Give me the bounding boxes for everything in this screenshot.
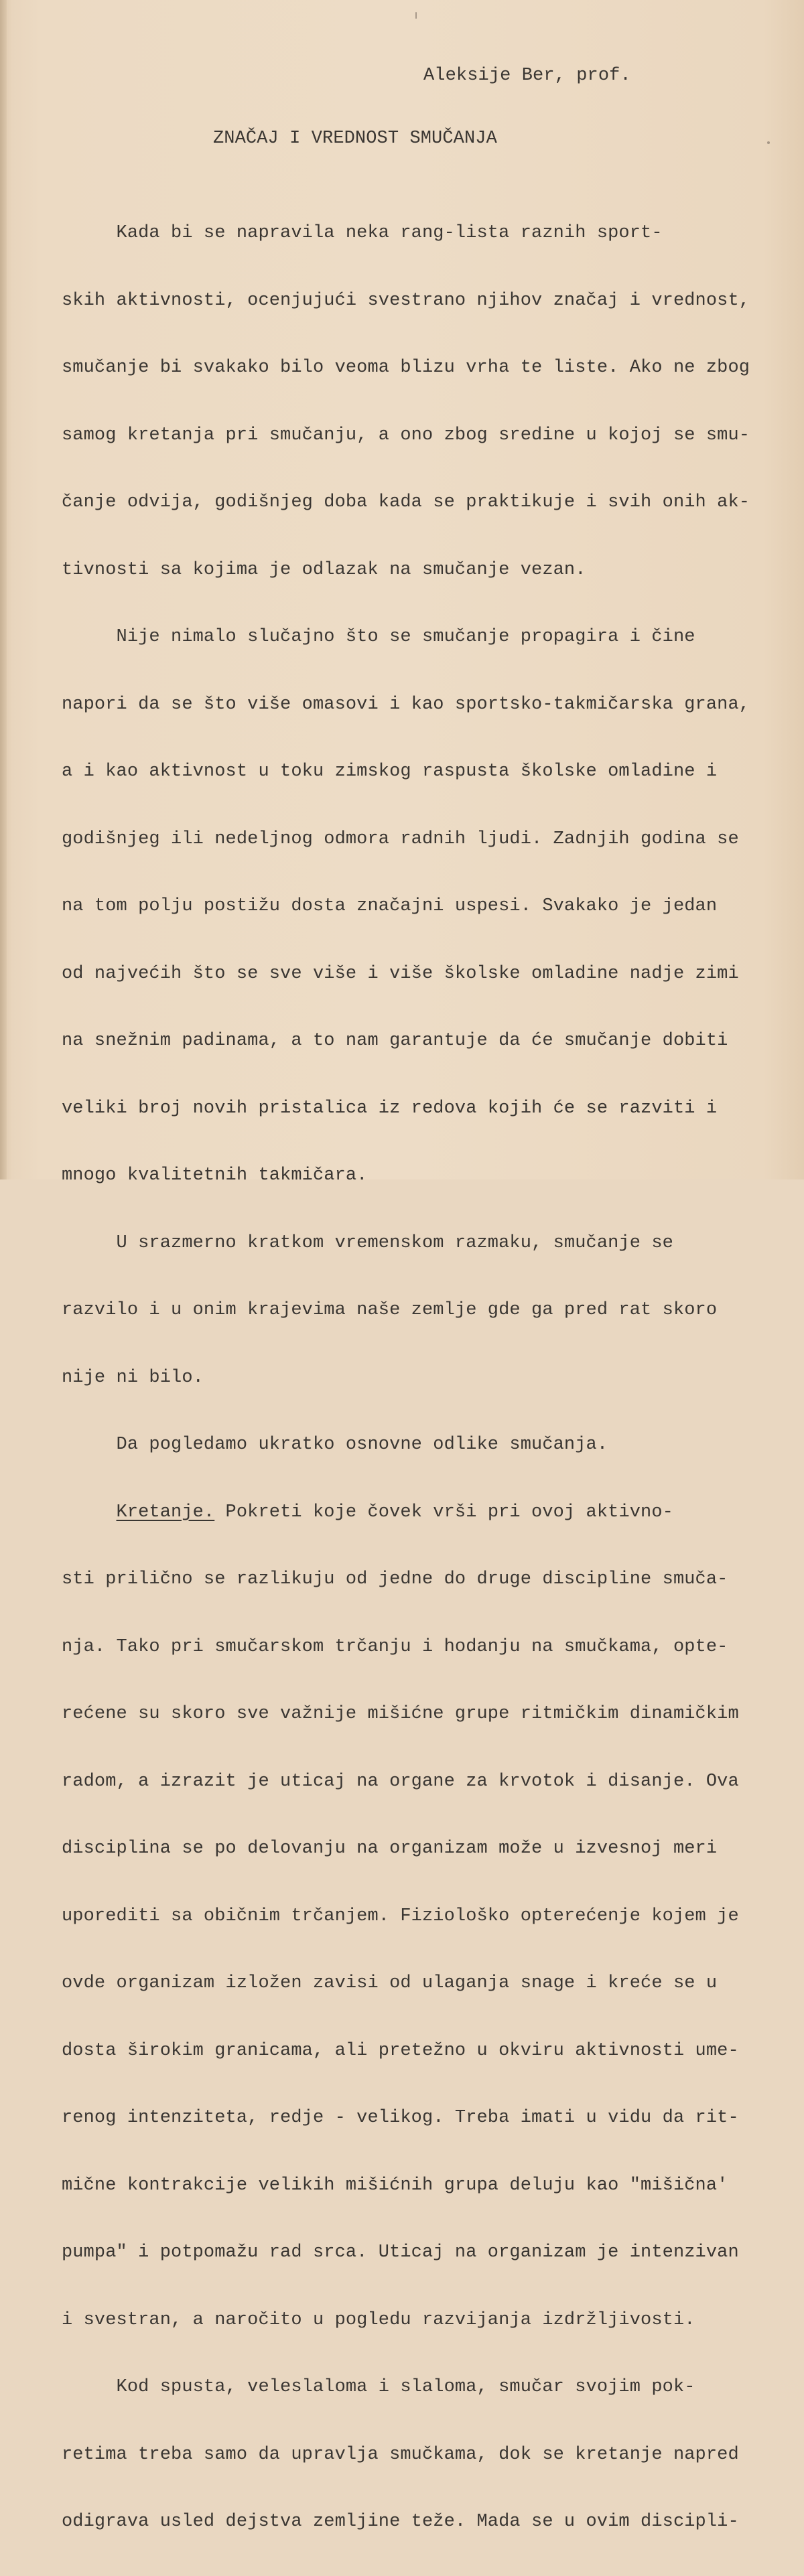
body-text bbox=[62, 180, 750, 2576]
text-line: odigrava usled dejstva zemljine teže. Mada se u ovim discipli- bbox=[62, 2512, 739, 2532]
text-line: na tom polju postižu dosta značajni uspesi. Svakako je jedan bbox=[62, 896, 718, 916]
text-line: renog intenziteta, redje - velikog. Treba imati u vidu da rit- bbox=[62, 2108, 739, 2128]
text-line: retima treba samo da upravlja smučkama, dok se kretanje napred bbox=[62, 2444, 739, 2465]
text-line: rećene su skoro sve važnije mišićne grupe ritmičkim dinamičkim bbox=[62, 1704, 739, 1724]
text-line: Da pogledamo ukratko osnovne odlike smučanja. bbox=[62, 1435, 608, 1455]
text-line: čanje odvija, godišnjeg doba kada se praktikuje i svih onih ak- bbox=[62, 492, 750, 512]
text-line: samog kretanja pri smučanju, a ono zbog sredine u kojoj se smu- bbox=[62, 425, 750, 445]
text-line: Nije nimalo slučajno što se smučanje propagira i čine bbox=[62, 627, 695, 647]
text-line: radom, a izrazit je uticaj na organe za krvotok i disanje. Ova bbox=[62, 1771, 739, 1792]
text-line: nije ni bilo. bbox=[62, 1367, 204, 1388]
text-line: veliki broj novih pristalica iz redova kojih će se razviti i bbox=[62, 1098, 718, 1119]
text-line: dosta širokim granicama, ali pretežno u okviru aktivnosti ume- bbox=[62, 2040, 739, 2061]
text-line: i svestran, a naročito u pogledu razvijanja izdržljivosti. bbox=[62, 2309, 695, 2330]
text-line: uporediti sa običnim trčanjem. Fiziološko opterećenje kojem je bbox=[62, 1906, 739, 1926]
kretanje-line bbox=[62, 1499, 750, 1526]
paper-edge-shadow bbox=[0, 0, 7, 1179]
text-line: godišnjeg ili nedeljnog odmora radnih ljudi. Zadnjih godina se bbox=[62, 829, 739, 849]
text-line: mične kontrakcije velikih mišićnih grupa deluju kao "mišična' bbox=[62, 2175, 728, 2196]
author-line: Aleksije Ber, prof. bbox=[423, 66, 631, 86]
text-line: disciplina se po delovanju na organizam može u izvesnoj meri bbox=[62, 1839, 718, 1859]
text-line: ovde organizam izložen zavisi od ulaganja snage i kreće se u bbox=[62, 1973, 718, 1993]
text-line: skih aktivnosti, ocenjujući svestrano njihov značaj i vrednost, bbox=[62, 290, 750, 311]
paper-speck bbox=[767, 141, 770, 144]
text-line: mnogo kvalitetnih takmičara. bbox=[62, 1165, 368, 1186]
text-line: tivnosti sa kojima je odlazak na smučanje vezan. bbox=[62, 559, 586, 580]
text-line: Kada bi se napravila neka rang-lista raznih sport- bbox=[62, 223, 663, 243]
kretanje-line-rest: Pokreti koje čovek vrši pri ovoj aktivno- bbox=[214, 1502, 673, 1522]
document-title: ZNAČAJ I VREDNOST SMUČANJA bbox=[213, 129, 497, 149]
text-line: razvilo i u onim krajevima naše zemlje gde ga pred rat skoro bbox=[62, 1300, 718, 1320]
paper-speck bbox=[415, 12, 417, 19]
text-line: pumpa" i potpomažu rad srca. Uticaj na organizam je intenzivan bbox=[62, 2242, 739, 2263]
text-line: a i kao aktivnost u toku zimskog raspusta školske omladine i bbox=[62, 762, 718, 782]
text-line: na snežnim padinama, a to nam garantuje da će smučanje dobiti bbox=[62, 1031, 728, 1051]
text-line: napori da se što više omasovi i kao sportsko-takmičarska grana, bbox=[62, 694, 750, 715]
text-line: Kod spusta, veleslaloma i slaloma, smučar svojim pok- bbox=[62, 2377, 695, 2397]
text-line: od najvećih što se sve više i više školske omladine nadje zimi bbox=[62, 963, 739, 984]
kretanje-heading: Kretanje. bbox=[116, 1502, 215, 1522]
indent bbox=[62, 1502, 117, 1522]
text-line: smučanje bi svakako bilo veoma blizu vrha te liste. Ako ne zbog bbox=[62, 358, 750, 378]
text-line: nja. Tako pri smučarskom trčanju i hodanju na smučkama, opte- bbox=[62, 1636, 728, 1657]
text-line: U srazmerno kratkom vremenskom razmaku, smučanje se bbox=[62, 1232, 673, 1253]
text-line: sti prilično se razlikuju od jedne do druge discipline smuča- bbox=[62, 1569, 728, 1589]
